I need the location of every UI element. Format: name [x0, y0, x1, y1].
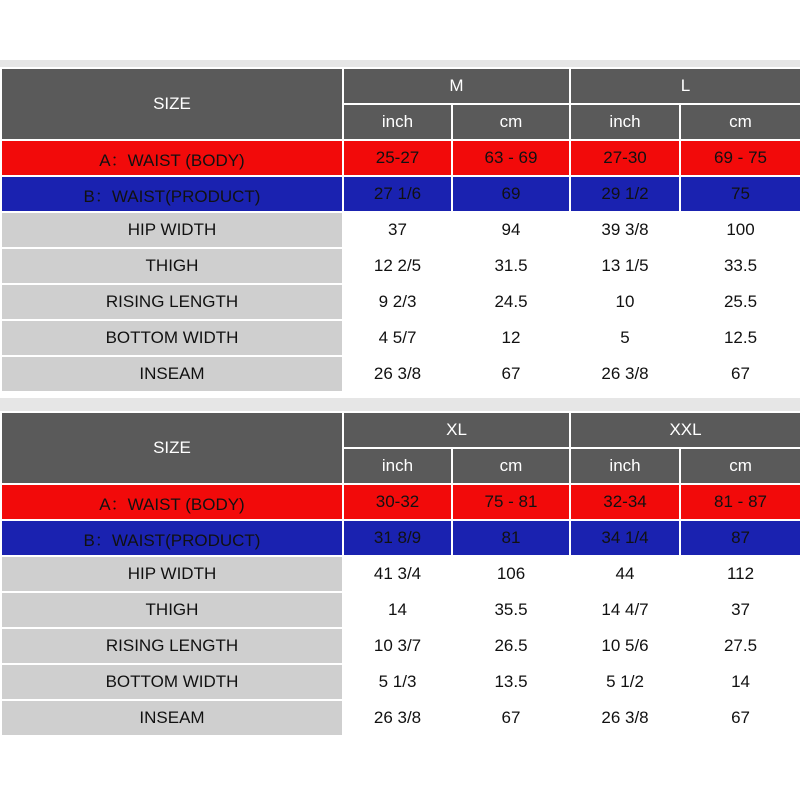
row-value: 13.5 [452, 664, 570, 700]
row-label: B：WAIST(PRODUCT) [1, 176, 343, 212]
row-value: 87 [680, 520, 800, 556]
row-value: 27.5 [680, 628, 800, 664]
table-row-hip-width [1, 212, 800, 248]
table-row-inseam [1, 356, 800, 392]
row-value: 30-32 [343, 484, 452, 520]
row-label: HIP WIDTH [1, 212, 343, 248]
row-value: 5 [570, 320, 680, 356]
table-row-inseam [1, 700, 800, 736]
row-label: INSEAM [1, 700, 343, 736]
row-value: 5 1/2 [570, 664, 680, 700]
table-row-waist-product [1, 520, 800, 556]
unit-header: inch [343, 104, 452, 140]
row-value: 13 1/5 [570, 248, 680, 284]
row-label: RISING LENGTH [1, 284, 343, 320]
row-label: HIP WIDTH [1, 556, 343, 592]
row-value: 32-34 [570, 484, 680, 520]
table-row-waist-body [1, 484, 800, 520]
row-value: 31 8/9 [343, 520, 452, 556]
size-xxl-header: XXL [570, 412, 800, 448]
size-header: SIZE [1, 412, 343, 484]
table-row-hip-width [1, 556, 800, 592]
unit-header: cm [452, 104, 570, 140]
row-value: 25-27 [343, 140, 452, 176]
row-value: 14 [343, 592, 452, 628]
row-value: 9 2/3 [343, 284, 452, 320]
row-value: 81 [452, 520, 570, 556]
row-value: 4 5/7 [343, 320, 452, 356]
table-row-rising-length [1, 284, 800, 320]
row-value: 81 - 87 [680, 484, 800, 520]
row-value: 35.5 [452, 592, 570, 628]
row-value: 5 1/3 [343, 664, 452, 700]
row-label: A：WAIST (BODY) [1, 140, 343, 176]
row-value: 39 3/8 [570, 212, 680, 248]
row-value: 10 5/6 [570, 628, 680, 664]
size-m-header: M [343, 68, 570, 104]
unit-header: cm [680, 448, 800, 484]
table-row-bottom-width [1, 664, 800, 700]
row-value: 69 - 75 [680, 140, 800, 176]
row-value: 12.5 [680, 320, 800, 356]
row-value: 26 3/8 [570, 700, 680, 736]
row-value: 31.5 [452, 248, 570, 284]
row-value: 34 1/4 [570, 520, 680, 556]
row-value: 63 - 69 [452, 140, 570, 176]
row-value: 100 [680, 212, 800, 248]
row-value: 14 4/7 [570, 592, 680, 628]
row-value: 27 1/6 [343, 176, 452, 212]
row-value: 10 3/7 [343, 628, 452, 664]
size-l-header: L [570, 68, 800, 104]
row-value: 67 [452, 700, 570, 736]
unit-header: inch [570, 448, 680, 484]
row-value: 26 3/8 [343, 700, 452, 736]
table-row-thigh [1, 248, 800, 284]
unit-header: inch [570, 104, 680, 140]
table-row-waist-product [1, 176, 800, 212]
row-value: 14 [680, 664, 800, 700]
row-value: 25.5 [680, 284, 800, 320]
row-value: 26 3/8 [570, 356, 680, 392]
row-value: 67 [680, 356, 800, 392]
row-label: B：WAIST(PRODUCT) [1, 520, 343, 556]
table-row-rising-length [1, 628, 800, 664]
row-value: 67 [452, 356, 570, 392]
row-value: 106 [452, 556, 570, 592]
unit-header: cm [452, 448, 570, 484]
row-value: 26.5 [452, 628, 570, 664]
row-value: 29 1/2 [570, 176, 680, 212]
table-row-bottom-width [1, 320, 800, 356]
middle-band [0, 398, 800, 412]
unit-header: inch [343, 448, 452, 484]
row-value: 26 3/8 [343, 356, 452, 392]
row-value: 37 [680, 592, 800, 628]
row-value: 37 [343, 212, 452, 248]
size-table-m-l [0, 67, 800, 393]
row-value: 75 - 81 [452, 484, 570, 520]
row-value: 69 [452, 176, 570, 212]
row-value: 94 [452, 212, 570, 248]
size-table-xl-xxl [0, 411, 800, 737]
row-label: THIGH [1, 592, 343, 628]
row-value: 44 [570, 556, 680, 592]
row-value: 112 [680, 556, 800, 592]
row-label: BOTTOM WIDTH [1, 320, 343, 356]
row-value: 41 3/4 [343, 556, 452, 592]
row-value: 75 [680, 176, 800, 212]
size-xl-header: XL [343, 412, 570, 448]
row-label: INSEAM [1, 356, 343, 392]
row-value: 27-30 [570, 140, 680, 176]
row-value: 12 2/5 [343, 248, 452, 284]
row-label: BOTTOM WIDTH [1, 664, 343, 700]
table-row-thigh [1, 592, 800, 628]
bottom-whitespace [0, 740, 800, 800]
row-label: RISING LENGTH [1, 628, 343, 664]
unit-header: cm [680, 104, 800, 140]
row-value: 10 [570, 284, 680, 320]
row-value: 12 [452, 320, 570, 356]
size-header: SIZE [1, 68, 343, 140]
row-label: A：WAIST (BODY) [1, 484, 343, 520]
row-value: 33.5 [680, 248, 800, 284]
table-row-waist-body [1, 140, 800, 176]
row-label: THIGH [1, 248, 343, 284]
row-value: 67 [680, 700, 800, 736]
row-value: 24.5 [452, 284, 570, 320]
